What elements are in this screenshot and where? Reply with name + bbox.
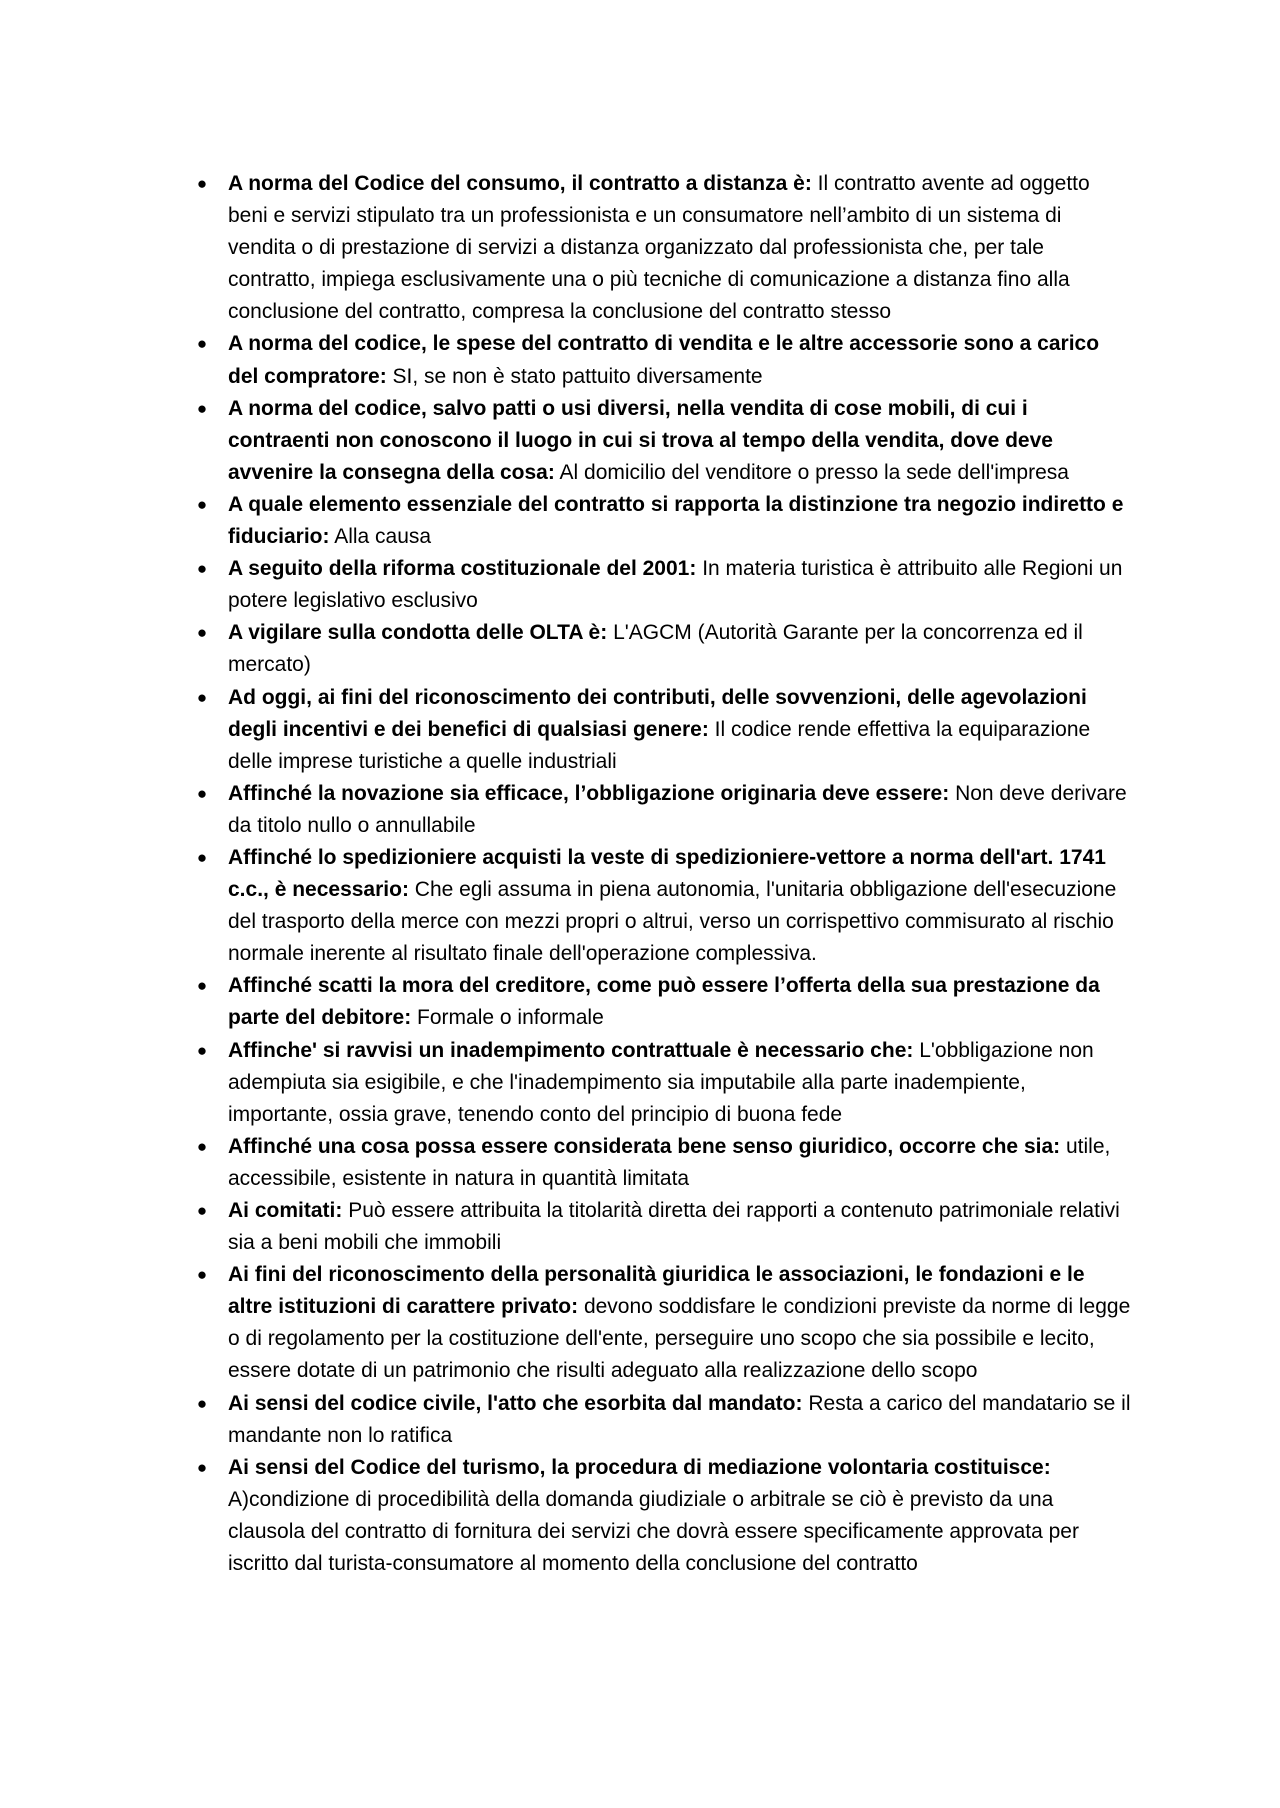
answer-text: Resta a carico del mandatario se il mandante non lo ratifica [228, 1391, 1131, 1447]
list-item [0, 393, 1134, 489]
list-item [0, 778, 1134, 842]
question-text: A quale elemento essenziale del contratto si rapporta la distinzione tra negozio indiretto e fiduciario: [228, 492, 1124, 549]
bullet-icon: ● [196, 1040, 208, 1060]
list-item [0, 842, 1134, 970]
bullet-icon: ● [196, 1265, 208, 1285]
list-item [0, 1259, 1134, 1387]
list-item [0, 553, 1134, 617]
answer-text: L'obbligazione non adempiuta sia esigibile, e che l'inadempimento sia imputabile alla parte inadempiente, importante, ossia grave, tenendo conto del principio di buona fede [228, 1038, 1094, 1126]
list-item [0, 168, 1134, 328]
answer-text: Che egli assuma in piena autonomia, l'unitaria obbligazione dell'esecuzione del trasporto della merce con mezzi propri o altrui, verso un corrispettivo commisurato al rischio normale inerente al risultato finale dell'operazione complessiva. [228, 878, 1117, 966]
list-item [0, 328, 1134, 392]
question-text: Affinché la novazione sia efficace, l’obbligazione originaria deve essere: [228, 781, 950, 805]
bullet-icon: ● [196, 559, 208, 579]
list-item [0, 1035, 1134, 1131]
answer-text: Alla causa [334, 525, 432, 549]
answer-text: Non deve derivare da titolo nullo o annullabile [228, 781, 1127, 837]
answer-text: In materia turistica è attribuito alle Regioni un potere legislativo esclusivo [228, 557, 1123, 613]
question-text: A vigilare sulla condotta delle OLTA è: [228, 621, 608, 645]
list-item [0, 682, 1134, 778]
bullet-icon: ● [196, 1457, 208, 1477]
answer-text: Il codice rende effettiva la equiparazione delle imprese turistiche a quelle industriali [228, 717, 1091, 773]
question-text: A seguito della riforma costituzionale del 2001: [228, 557, 697, 581]
bullet-icon: ● [196, 783, 208, 803]
answer-text: SI, se non è stato pattuito diversamente [392, 364, 763, 388]
bullet-icon: ● [196, 623, 208, 643]
question-text: A norma del codice, le spese del contratto di vendita e le altre accessorie sono a carico del compratore: [228, 332, 1100, 388]
answer-text: A)condizione di procedibilità della domanda giudiziale o arbitrale se ciò è previsto da una clausola del contratto di fornitura dei servizi che dovrà essere specificamente approvata per iscritto dal turista-consumatore al momento della conclusione del contratto [228, 1487, 1079, 1576]
bullet-icon: ● [196, 1393, 208, 1413]
answer-text: L'AGCM (Autorità Garante per la concorrenza ed il mercato) [228, 621, 1083, 677]
question-text: Ad oggi, ai fini del riconoscimento dei contributi, delle sovvenzioni, delle agevolazioni degli incentivi e dei benefici di qualsiasi genere: [228, 685, 1087, 741]
bullet-icon: ● [196, 1201, 208, 1220]
answer-text: Può essere attribuita la titolarità diretta dei rapporti a contenuto patrimoniale relativi sia a beni mobili che immobili [228, 1199, 1120, 1255]
list-item [0, 970, 1134, 1034]
bullet-icon: ● [196, 847, 208, 867]
bullet-icon: ● [196, 976, 208, 996]
bullet-icon: ● [196, 687, 208, 707]
question-text: Ai comitati: [228, 1199, 343, 1222]
question-text: A norma del codice, salvo patti o usi diversi, nella vendita di cose mobili, di cui i contraenti non conoscono il luogo in cui si trova al tempo della vendita, dove deve avvenire la consegna della cosa: [228, 396, 1053, 484]
bullet-icon: ● [196, 1136, 208, 1156]
bullet-icon: ● [196, 174, 208, 193]
question-text: Affinché lo spedizioniere acquisti la veste di spedizioniere-vettore a norma dell'art. 1741 c.c., è necessario: [228, 845, 1106, 902]
bullet-icon: ● [196, 334, 208, 354]
answer-text: Il contratto avente ad oggetto beni e servizi stipulato tra un professionista e un consumatore nell’ambito di un sistema di vendita o di prestazione di servizi a distanza organizzato dal professionista che, per tale contratto, impiega esclusivamente una o più tecniche di comunicazione a distanza fino alla conclusione del contratto, compresa la conclusione del contratto stesso [228, 172, 1090, 324]
question-text: Ai sensi del Codice del turismo, la procedura di mediazione volontaria costituisce: [228, 1455, 1051, 1479]
question-text: Affinché scatti la mora del creditore, come può essere l’offerta della sua prestazione da parte del debitore: [228, 974, 1100, 1030]
bullet-icon: ● [196, 494, 208, 514]
answer-text: Al domicilio del venditore o presso la sede dell'impresa [559, 460, 1069, 484]
list-item [0, 1131, 1134, 1195]
qa-list [0, 168, 1134, 1580]
answer-text: devono soddisfare le condizioni previste da norme di legge o di regolamento per la costituzione dell'ente, perseguire uno scopo che sia possibile e lecito, essere dotate di un patrimonio che risulti adeguato alla realizzazione dello scopo [228, 1295, 1131, 1383]
question-text: Ai fini del riconoscimento della personalità giuridica le associazioni, le fondazioni e le altre istituzioni di carattere privato: [228, 1263, 1085, 1319]
answer-text: Formale o informale [417, 1006, 604, 1030]
list-item [0, 617, 1134, 681]
question-text: A norma del Codice del consumo, il contratto a distanza è: [228, 172, 812, 195]
list-item [0, 1388, 1134, 1452]
list-item [0, 489, 1134, 553]
answer-text: utile, accessibile, esistente in natura in quantità limitata [228, 1134, 1111, 1190]
question-text: Affinché una cosa possa essere considerata bene senso giuridico, occorre che sia: [228, 1134, 1061, 1158]
list-item [0, 1452, 1134, 1580]
question-text: Affinche' si ravvisi un inadempimento contrattuale è necessario che: [228, 1038, 914, 1062]
question-text: Ai sensi del codice civile, l'atto che esorbita dal mandato: [228, 1391, 803, 1415]
list-item [0, 1195, 1134, 1259]
bullet-icon: ● [196, 398, 208, 418]
